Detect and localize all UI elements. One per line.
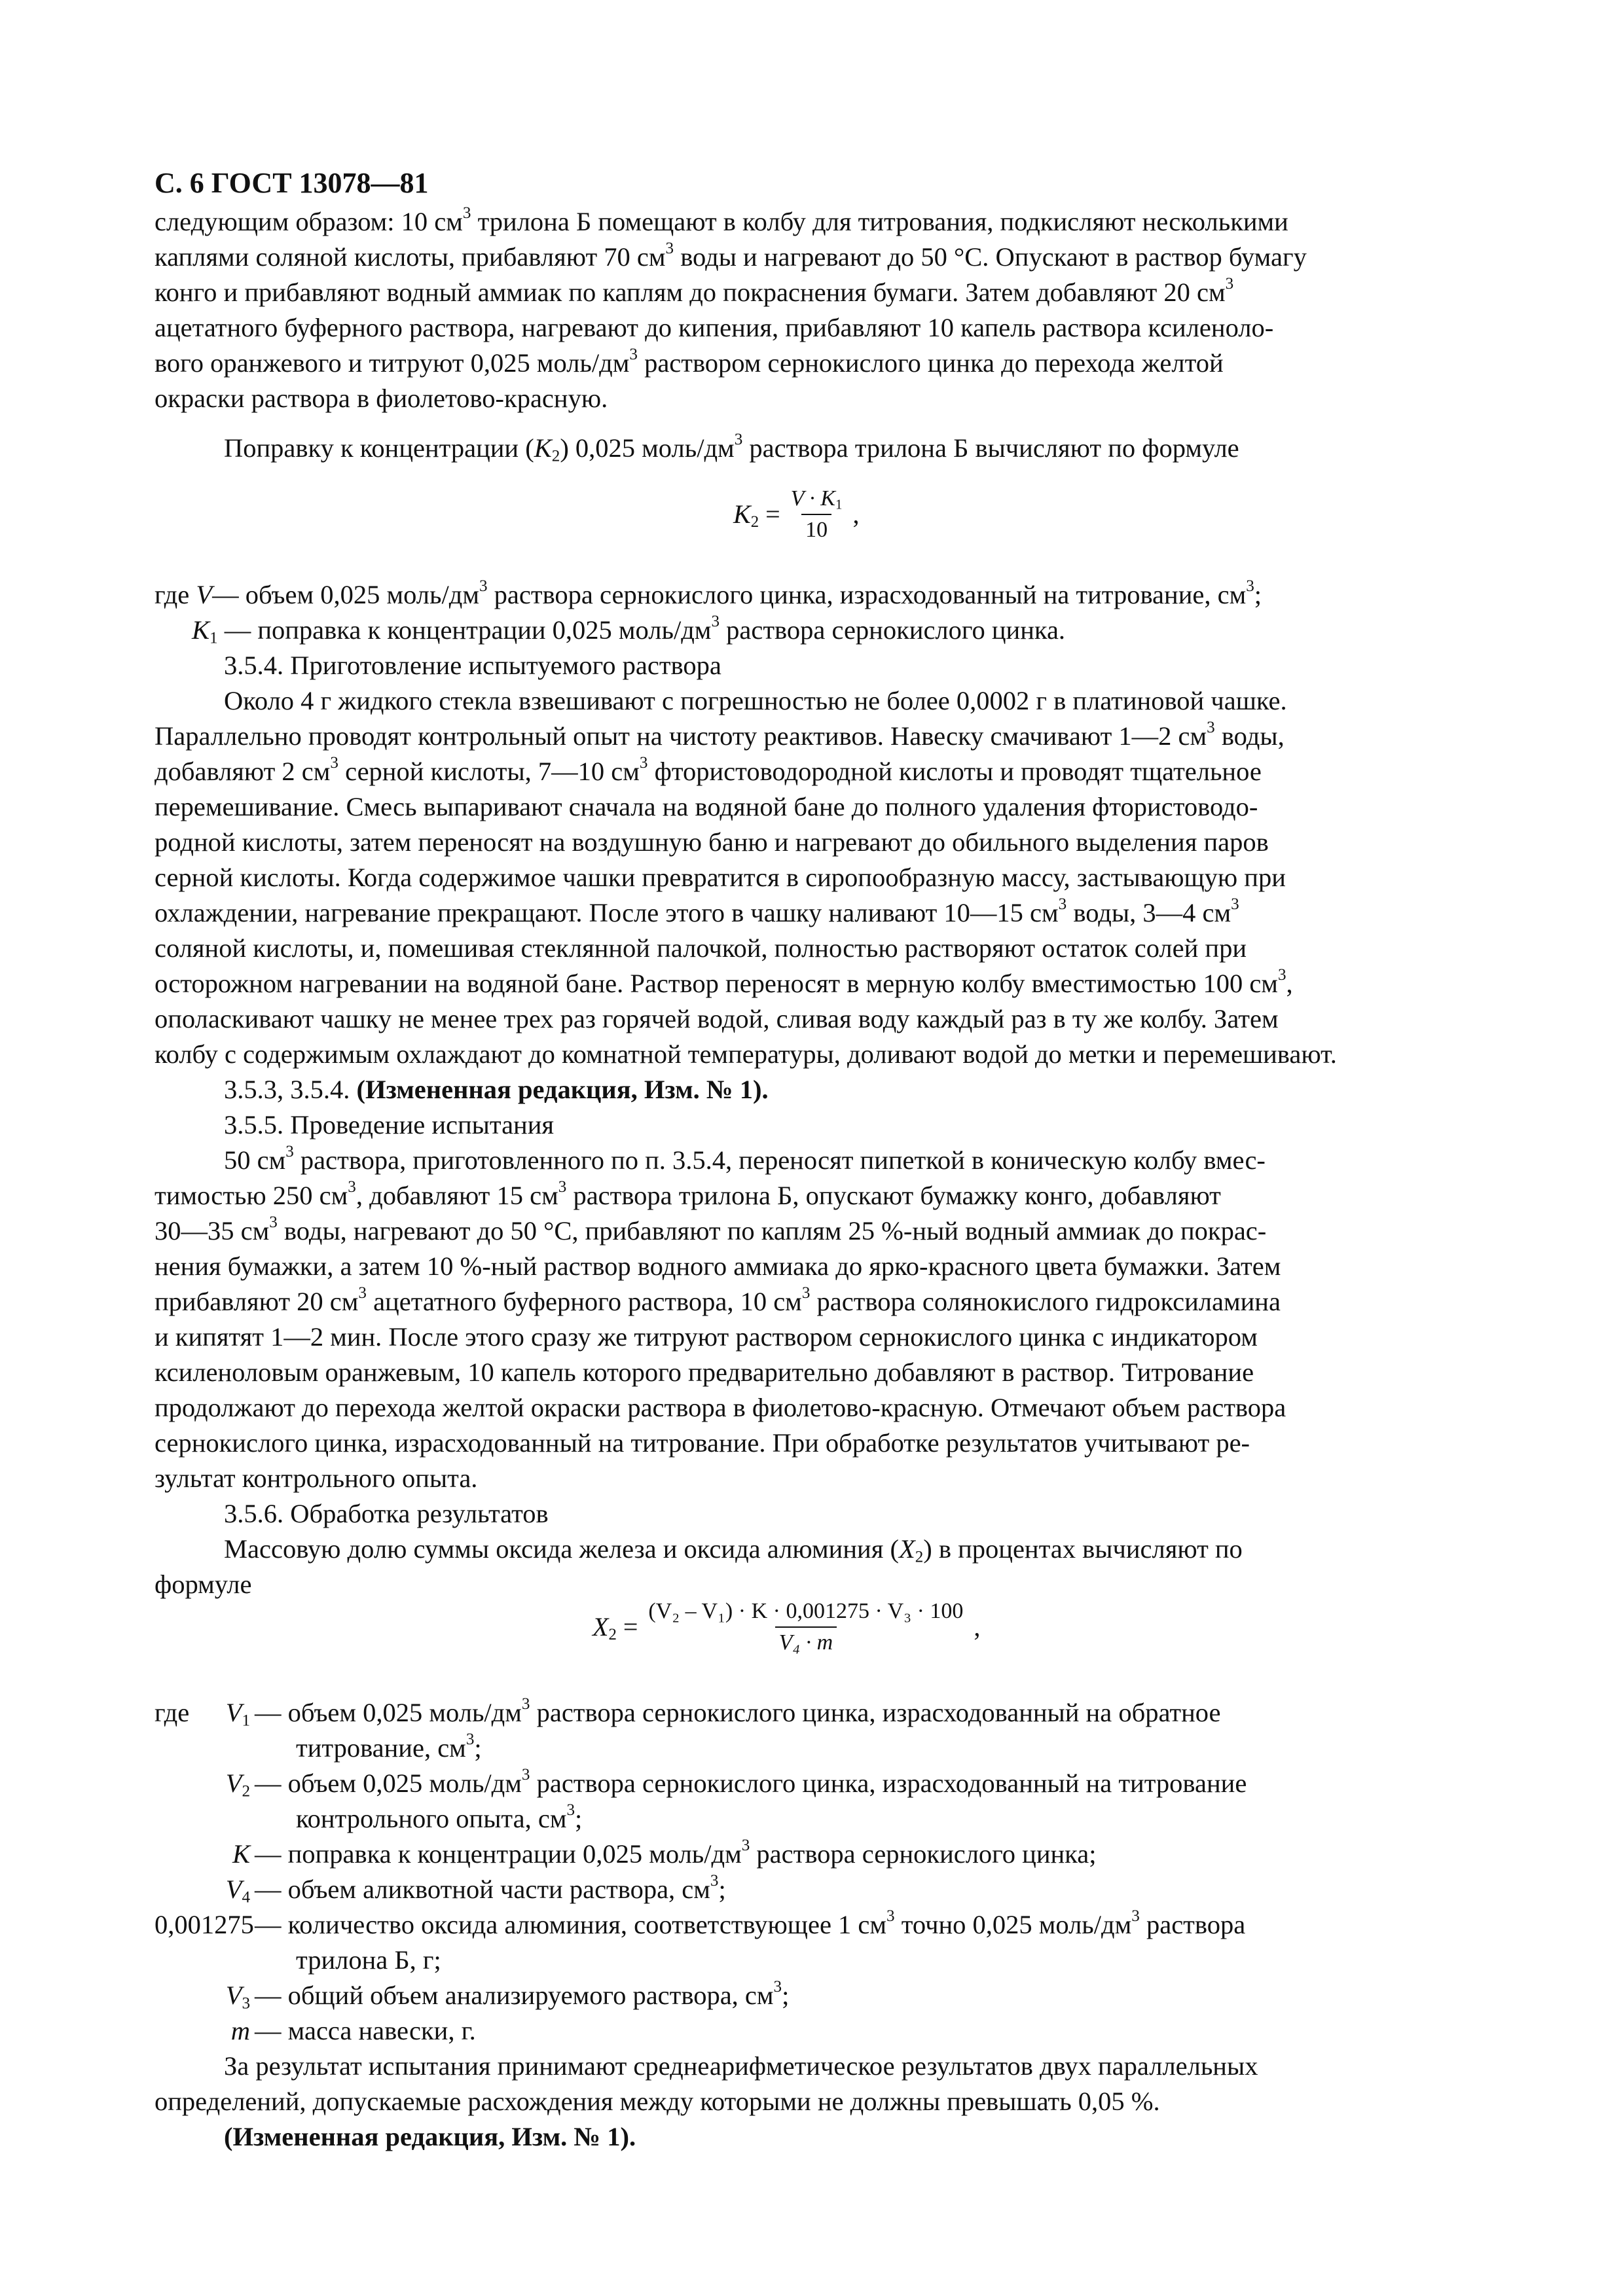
paragraph-calculation (155, 1532, 1460, 1602)
text-line: ксиленоловым оранжевым, 10 капель которого предварительно добавляют в раствор. Титрование (155, 1357, 1254, 1387)
text-line: окраски раствора в фиолетово-красную. (155, 384, 608, 413)
fraction: $\frac{\text{(V₂ – V₁) · K · 0,001275 · V₃ · 100}}{\text{V₄ · m}}$ (648, 1599, 964, 1655)
text-line: ополаскивают чашку не менее трех раз горячей водой, сливая воду каждый раз в ту же колбу. Затем (155, 1004, 1279, 1033)
text-line: серной кислоты. Когда содержимое чашки превратится в сиропообразную массу, застывающую при (155, 863, 1286, 892)
definition-v1-cont: титрование, $см^3$; (296, 1731, 482, 1763)
section-3-5-5: 3.5.5. Проведение испытания (224, 1110, 555, 1139)
text-line: перемешивание. Смесь выпаривают сначала на водяной бане до полного удаления фтористоводо- (155, 792, 1258, 821)
definition-m: m — масса навески, г. (230, 2016, 476, 2045)
definition-v4: $V_4$ — объем аликвотной части раствора, $см^3$; (225, 1872, 726, 1907)
definition-k: K — поправка к концентрации 0,025 моль/$дм^3$ раствора сернокислого цинка; (232, 1837, 1097, 1869)
page-header: С. 6 ГОСТ 13078—81 (155, 167, 429, 199)
text-line: сернокислого цинка, израсходованный на титрование. При обработке результатов учитывают ре- (155, 1428, 1250, 1458)
formula-k2: $K_2$ = $\frac{V \cdot K_1}{10}$ , (733, 486, 860, 542)
section-3-5-6: 3.5.6. Обработка результатов (224, 1499, 549, 1528)
text-line: зультат контрольного опыта. (155, 1463, 478, 1493)
text-line: вого оранжевого и титруют 0,025 моль/$дм^3$ раствором сернокислого цинка до перехода желтой (155, 346, 1224, 378)
paragraph-result (155, 2049, 1460, 2119)
definition-v1: где $V_1$ — объем 0,025 моль/$дм^3$ раствора сернокислого цинка, израсходованный на обратное (155, 1695, 1221, 1730)
definition-v2: $V_2$ — объем 0,025 моль/$дм^3$ раствора сернокислого цинка, израсходованный на титрование (225, 1766, 1247, 1801)
formula-intro-line: Поправку к концентрации $(K_2)$ 0,025 моль/$дм^3$ раствора трилона Б вычисляют по формуле (224, 431, 1239, 465)
formula-x2: $X_2$ = $\frac{\text{(V₂ – V₁) · K · 0,001275 · V₃ · 100}}{\text{V₄ · m}}$ , (593, 1599, 981, 1655)
definition-v3: $V_3$ — общий объем анализируемого раствора, $см^3$; (225, 1978, 790, 2013)
text-line: продолжают до перехода желтой окраски раствора в фиолетово-красную. Отмечают объем раствора (155, 1393, 1286, 1422)
text-line: Массовую долю суммы оксида железа и оксида алюминия $(X_2)$ в процентах вычисляют по (224, 1534, 1243, 1566)
revision-note-2: (Измененная редакция, Изм. № 1). (224, 2122, 636, 2151)
text-line: формуле (155, 1570, 252, 1599)
paragraph-intro (155, 204, 1460, 416)
where-v-line: где V— объем 0,025 моль/$дм^3$ раствора сернокислого цинка, израсходованный на титрование, $см^3$; (155, 577, 1262, 609)
text-line: Около 4 г жидкого стекла взвешивают с погрешностью не более 0,0002 г в платиновой чашке. (224, 686, 1287, 715)
text-line: добавляют 2 $см^3$ серной кислоты, 7—10 $см^3$ фтористоводородной кислоты и проводят тщательное (155, 754, 1262, 786)
text-line: нения бумажки, а затем 10 %-ный раствор водного аммиака до ярко-красного цвета бумажки. Затем (155, 1251, 1281, 1281)
section-3-5-4: 3.5.4. Приготовление испытуемого раствора (224, 651, 721, 680)
text-line: конго и прибавляют водный аммиак по каплям до покраснения бумаги. Затем добавляют 20 $см^3$ (155, 275, 1234, 307)
text-line: прибавляют 20 $см^3$ ацетатного буферного раствора, 10 $см^3$ раствора солянокислого гидроксиламина (155, 1284, 1281, 1316)
definition-constant-cont: трилона Б, г; (296, 1945, 441, 1975)
text-line: За результат испытания принимают среднеарифметическое результатов двух параллельных (224, 2051, 1258, 2081)
text-line: и кипятят 1—2 мин. После этого сразу же титруют раствором сернокислого цинка с индикатором (155, 1322, 1258, 1352)
text-line: тимостью 250 $см^3$, добавляют 15 $см^3$ раствора трилона Б, опускают бумажку конго, добавляют (155, 1178, 1221, 1210)
text-line: 30—35 $см^3$ воды, нагревают до 50 °С, прибавляют по каплям 25 %-ный водный аммиак до покрас- (155, 1213, 1267, 1246)
text-line: определений, допускаемые расхождения между которыми не должны превышать 0,05 %. (155, 2087, 1160, 2116)
text-line: колбу с содержимым охлаждают до комнатной температуры, доливают водой до метки и перемешивают. (155, 1039, 1337, 1069)
revision-note-1: 3.5.3, 3.5.4. (Измененная редакция, Изм. № 1). (224, 1075, 769, 1104)
text-line: родной кислоты, затем переносят на воздушную баню и нагревают до обильного выделения паров (155, 827, 1269, 857)
text-line: ацетатного буферного раствора, нагревают до кипения, прибавляют 10 капель раствора ксиленоло- (155, 313, 1274, 342)
text-line: Параллельно проводят контрольный опыт на чистоту реактивов. Навеску смачивают 1—2 $см^3$ воды, (155, 719, 1285, 751)
text-line: следующим образом: 10 $см^3$ трилона Б помещают в колбу для титрования, подкисляют несколькими (155, 204, 1288, 236)
text-line: каплями соляной кислоты, прибавляют 70 $см^3$ воды и нагревают до 50 °С. Опускают в раствор бумагу (155, 240, 1307, 272)
paragraph-preparation (155, 683, 1460, 1072)
paragraph-test (155, 1143, 1460, 1496)
text-line: охлаждении, нагревание прекращают. После этого в чашку наливают 10—15 $см^3$ воды, 3—4 $см^3$ (155, 895, 1239, 927)
fraction: $\frac{V \cdot K_1}{10}$ (790, 486, 843, 542)
text-line: 50 $см^3$ раствора, приготовленного по п. 3.5.4, переносят пипеткой в коническую колбу вмес- (224, 1143, 1266, 1175)
definition-v2-cont: контрольного опыта, $см^3$; (296, 1801, 583, 1833)
text-line: соляной кислоты, и, помешивая стеклянной палочкой, полностью растворяют остаток солей при (155, 933, 1247, 963)
definition-constant: 0,001275 — количество оксида алюминия, соответствующее 1 $см^3$ точно 0,025 моль/$дм^3$ раствора (155, 1907, 1246, 1939)
where-k1-line: $K_1$ — поправка к концентрации 0,025 моль/$дм^3$ раствора сернокислого цинка. (192, 613, 1066, 647)
text-line: осторожном нагревании на водяной бане. Раствор переносят в мерную колбу вместимостью 100 $см^3$, (155, 966, 1293, 998)
